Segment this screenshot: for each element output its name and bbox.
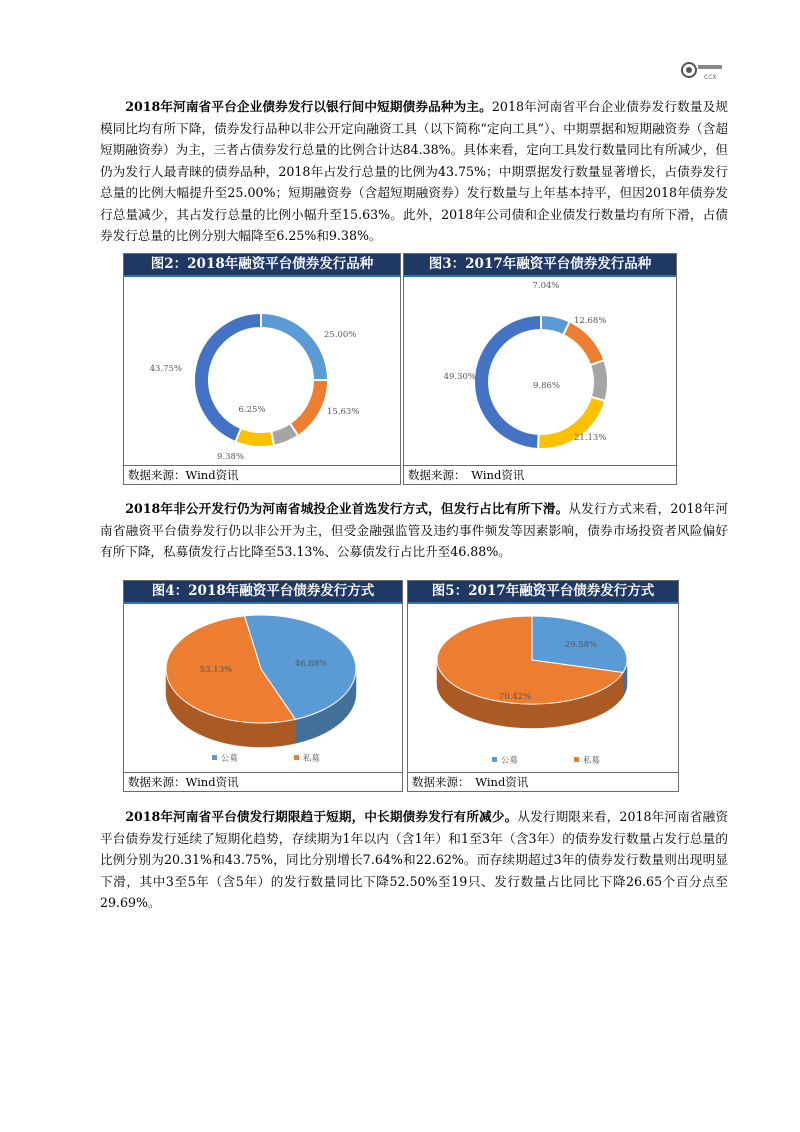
paragraph-heading: 2018年河南省平台企业债券发行以银行间中短期债券品种为主。 [125, 99, 492, 114]
ccx-logo [680, 58, 724, 84]
paragraph-issuance-types [100, 96, 728, 247]
data-label-1: 7.04% [532, 281, 560, 291]
paragraph-body: 从发行期限来看，2018年河南省融资平台债券发行延续了短期化趋势，存续期为1年以内（含1年）和1至3年（含3年）的债券发行数量占发行总量的比例分别为20.31%和43.75%，同比分别增长7.64%和22.62%。而存续期超过3年的债券发行数量则出现明显下滑，其中3至5年（含5年）的发行数量同比下降52.50%至19只、发行数量占比同比下降26.65个百分点至29.69%。 [100, 809, 728, 910]
paragraph-body: 从发行方式来看，2018年河南省融资平台债券发行仍以非公开为主，但受金融强监管及违约事件频发等因素影响，债券市场投资者风险偏好有所下降，私募债发行占比降至53.13%、公募债发行占比升至46.88%。 [100, 501, 728, 559]
figure-4-chart [124, 605, 402, 771]
legend-swatch-1 [212, 755, 217, 760]
figure-2-source: 数据来源：Wind资讯 [124, 465, 400, 484]
donut-slice-2 [290, 380, 328, 436]
figure-3-title: 图3：2017年融资平台债券发行品种 [404, 254, 676, 277]
paragraph-heading: 2018年非公开发行仍为河南省城投企业首选发行方式，但发行占比有所下滑。 [125, 501, 569, 516]
paragraph-body: 2018年河南省平台企业债券发行数量及规模同比均有所下降，债券发行品种以非公开定向融资工具（以下简称“定向工具”）、中期票据和短期融资券（含超短期融资券）为主，三者占债券发行总量的比例合计达84.38%。具体来看，定向工具发行数量同比有所减少，但仍为发行人最青睐的债券品种，2018年占发行总量的比例为43.75%；中期票据发行数量显著增长，占债券发行总量的比例大幅提升至25.00%；短期融资券（含超短期融资券）发行数量与上年基本持平，但因2018年债券发行总量减少，其占发行总量的比例小幅升至15.63%。此外，2018年公司债和企业债发行数量均有所下滑，占债券发行总量的比例分别大幅降至6.25%和9.38%。 [100, 99, 728, 243]
figure-5-chart [408, 605, 678, 771]
data-label-1: 29.58% [564, 640, 598, 650]
donut-slice-1 [261, 313, 328, 380]
figure-2 [123, 253, 401, 485]
data-label-1: 25.00% [324, 330, 357, 340]
data-label-4: 9.38% [217, 452, 245, 462]
figure-2-title: 图2：2018年融资平台债券发行品种 [124, 254, 400, 277]
legend-label-1: 公募 [221, 754, 239, 764]
figure-3-source: 数据来源： Wind资讯 [404, 465, 676, 484]
figure-4-source: 数据来源：Wind资讯 [124, 772, 402, 791]
figure-4 [123, 580, 403, 792]
figure-3-chart [404, 278, 676, 466]
data-label-4: 21.13% [574, 433, 607, 443]
donut-slice-3 [590, 360, 608, 401]
donut-slice-4 [235, 428, 274, 447]
data-label-1: 46.88% [294, 659, 328, 669]
paragraph-heading: 2018年河南省平台债发行期限趋于短期，中长期债券发行有所减少。 [125, 809, 518, 824]
data-label-2: 12.68% [574, 316, 607, 326]
donut-slice-5 [194, 313, 261, 442]
figure-3 [403, 253, 677, 485]
data-label-3: 9.86% [532, 381, 560, 391]
figure-5-title: 图5：2017年融资平台债券发行方式 [408, 581, 678, 604]
data-label-2: 15.63% [327, 407, 360, 417]
data-label-5: 49.30% [443, 372, 476, 382]
logo-text: CCX [704, 74, 717, 81]
figure-5-source: 数据来源： Wind资讯 [408, 772, 678, 791]
paragraph-issuance-method [100, 498, 728, 563]
legend-swatch-2 [574, 757, 579, 762]
legend-label-1: 公募 [501, 756, 519, 766]
legend-label-2: 私募 [303, 754, 321, 764]
legend-label-2: 私募 [583, 756, 601, 766]
data-label-2: 53.13% [199, 665, 233, 675]
data-label-2: 70.42% [498, 692, 532, 702]
figure-5 [407, 580, 679, 792]
legend-swatch-2 [294, 755, 299, 760]
figure-2-chart [124, 278, 400, 466]
donut-slice-2 [563, 321, 604, 365]
figure-4-title: 图4：2018年融资平台债券发行方式 [124, 581, 402, 604]
legend-swatch-1 [492, 757, 497, 762]
data-label-3: 6.25% [238, 405, 266, 415]
data-label-5: 43.75% [149, 364, 182, 374]
donut-slice-5 [474, 315, 541, 449]
paragraph-maturity [100, 806, 728, 914]
